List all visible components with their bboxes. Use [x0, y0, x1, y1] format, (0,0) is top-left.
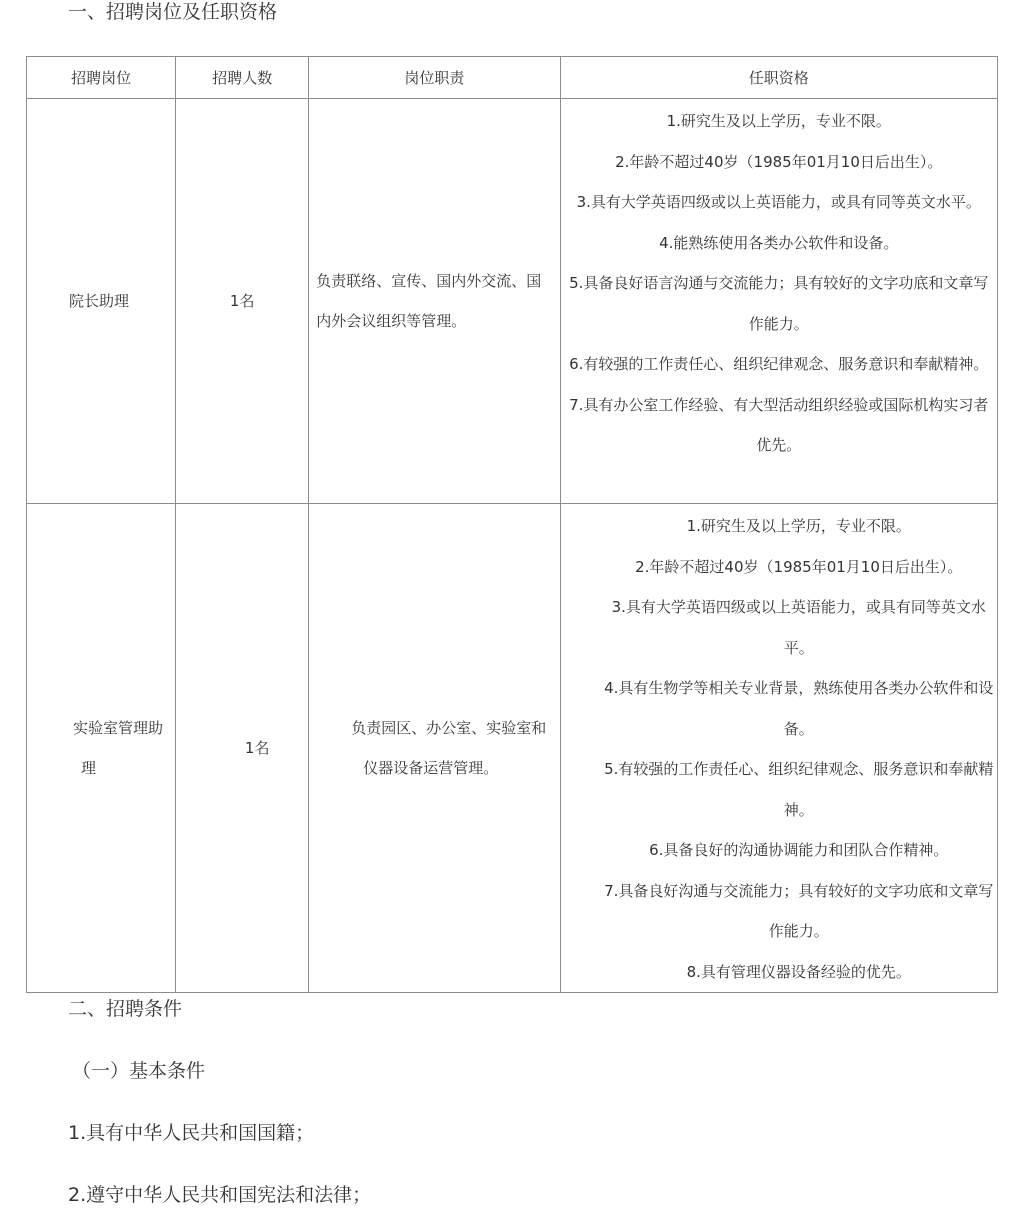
position-name-line: 理 — [81, 759, 97, 777]
requirement-item: 8.具有管理仪器设备经验的优先。 — [686, 962, 911, 981]
header-duties: 岗位职责 — [309, 57, 560, 99]
recruitment-table — [26, 56, 998, 993]
requirement-item: 5.有较强的工作责任心、组织纪律观念、服务意识和奉献精神。 — [604, 760, 994, 819]
position-cell — [27, 99, 176, 504]
requirement-item: 4.能熟练使用各类办公软件和设备。 — [659, 233, 899, 252]
requirement-item: 7.具备良好沟通与交流能力；具有较好的文字功底和文章写作能力。 — [604, 881, 994, 940]
table-header-row — [27, 57, 998, 99]
duties-line: 仪器设备运营管理。 — [363, 759, 499, 777]
condition-item: 2.遵守中华人民共和国宪法和法律； — [68, 1184, 372, 1206]
requirements-cell — [560, 504, 997, 993]
requirement-item: 2.年龄不超过40岁（1985年01月10日后出生）。 — [635, 557, 963, 576]
position-duties — [309, 708, 559, 789]
requirements-list — [561, 99, 997, 466]
requirement-item: 1.研究生及以上学历，专业不限。 — [666, 112, 891, 130]
duties-line: 负责园区、办公室、实验室和 — [351, 718, 547, 737]
position-name — [27, 708, 175, 789]
header-count: 招聘人数 — [176, 57, 309, 99]
table-row — [27, 504, 998, 993]
section-title-positions: 一、招聘岗位及任职资格 — [68, 1, 278, 23]
requirements-list — [561, 504, 997, 992]
position-count: 1名 — [244, 738, 270, 757]
header-requirements: 任职资格 — [560, 57, 997, 99]
position-cell — [27, 504, 176, 993]
requirement-item: 5.具备良好语言沟通与交流能力；具有较好的文字功底和文章写作能力。 — [569, 274, 989, 333]
requirement-item: 3.具有大学英语四级或以上英语能力，或具有同等英文水平。 — [611, 598, 986, 657]
requirement-item: 7.具有办公室工作经验、有大型活动组织经验或国际机构实习者优先。 — [569, 395, 989, 454]
duties-cell — [309, 99, 560, 504]
requirement-item: 6.具备良好的沟通协调能力和团队合作精神。 — [649, 841, 949, 859]
count-cell — [176, 99, 309, 504]
condition-item: 1.具有中华人民共和国国籍； — [68, 1122, 315, 1144]
requirement-item: 2.年龄不超过40岁（1985年01月10日后出生）。 — [615, 152, 943, 171]
duties-cell — [309, 504, 560, 993]
section-title-conditions: 二、招聘条件 — [68, 998, 183, 1020]
requirement-item: 6.有较强的工作责任心、组织纪律观念、服务意识和奉献精神。 — [569, 355, 989, 373]
table-row — [27, 99, 998, 504]
requirement-item: 4.具有生物学等相关专业背景，熟练使用各类办公软件和设备。 — [604, 679, 994, 738]
subsection-title-basic: （一）基本条件 — [72, 1060, 206, 1082]
header-position: 招聘岗位 — [27, 57, 176, 99]
requirement-item: 3.具有大学英语四级或以上英语能力，或具有同等英文水平。 — [576, 193, 981, 211]
position-name: 院长助理 — [69, 291, 130, 310]
position-duties: 负责联络、宣传、国内外交流、国内外会议组织等管理。 — [316, 271, 542, 330]
position-name-line: 实验室管理助 — [73, 718, 164, 737]
count-cell — [176, 504, 309, 993]
position-count: 1名 — [229, 291, 255, 310]
requirements-cell — [560, 99, 997, 504]
requirement-item: 1.研究生及以上学历，专业不限。 — [686, 517, 911, 535]
